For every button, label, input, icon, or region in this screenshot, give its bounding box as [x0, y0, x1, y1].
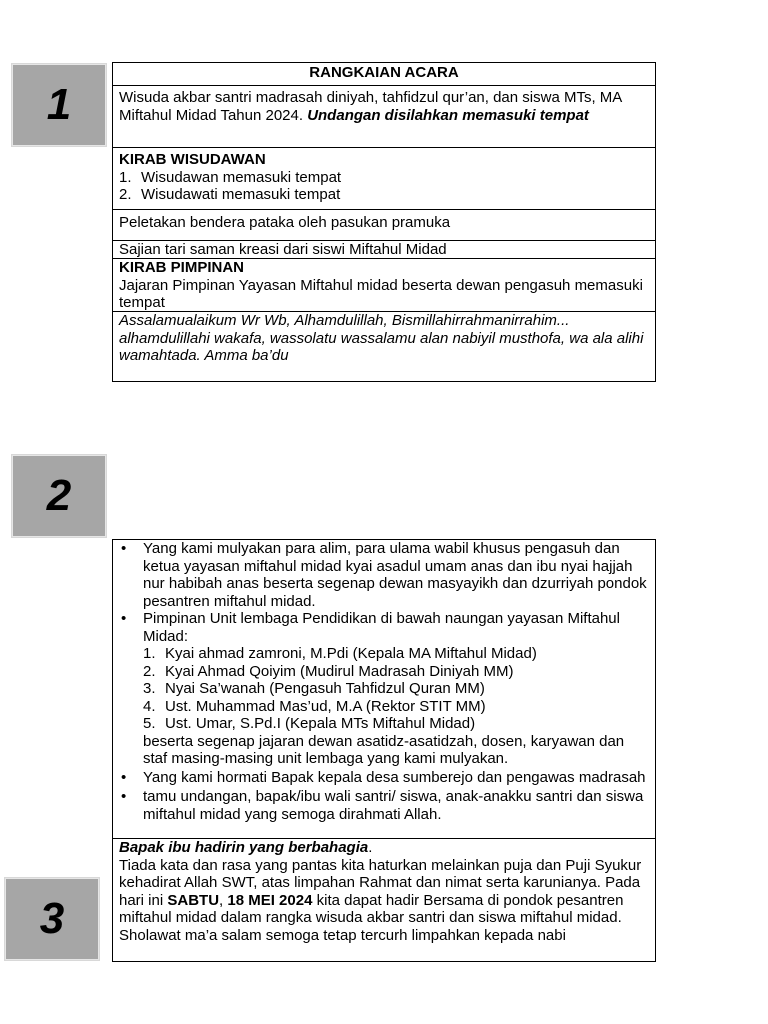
list-item: • Yang kami mulyakan para alim, para ulama wabil khusus pengasuh dan ketua yayasan miftahul midad kyai asadul umam anas dan ibu nyai hajjah nur habibah anas beserta segenap dewan masyayikh dan dzurriyah pondok pesantren miftahul midad.	[121, 540, 647, 610]
greeting-line: Bapak ibu hadirin yang berbahagia.	[119, 839, 373, 856]
list-item: 2. Wisudawati memasuki tempat	[119, 186, 341, 203]
list-item: 1. Wisudawan memasuki tempat	[119, 168, 342, 186]
intro-emphasis: Undangan disilahkan memasuki tempat	[307, 106, 589, 124]
intro-text: Wisuda akbar santri madrasah diniyah, tahfidzul qur’an, dan siswa MTs, MA Miftahul Midad Tahun 2024.	[119, 89, 622, 124]
bullet-icon: •	[121, 610, 127, 627]
table-header: RANGKAIAN ACARA	[113, 63, 655, 86]
intro-cell	[113, 86, 655, 148]
kirab-pimpinan-cell	[113, 259, 655, 312]
kirab-pimpinan-title: KIRAB PIMPINAN	[119, 259, 245, 276]
list-item: 2. Kyai Ahmad Qoiyim (Mudirul Madrasah Diniyah MM)	[143, 662, 514, 680]
sholawat-line: Sholawat ma’a salam semoga tetap tercurh limpahkan kepada nabi	[119, 926, 566, 944]
salam-cell: Assalamualaikum Wr Wb, Alhamdulillah, Bismillahirrahmanirrahim... alhamdulillahi wakafa, wassolatu wassalamu alan nabiyil musthofa, wa ala alihi wamahtada. Amma ba’du	[119, 312, 644, 364]
list-item: • Pimpinan Unit lembaga Pendidikan di bawah naungan yayasan Miftahul Midad: 1. Kyai ahmad zamroni, M.Pdi (Kepala MA Miftahul Midad) 2. Kyai Ahmad Qoiyim (Mudirul Madrasah Diniyah MM) 3. Nyai Sa’wanah (Pengasuh Tahfidzul Quran MM) 4. Ust. Muhammad Mas’ud, M.A (Rektor STIT MM) 5. Ust. Umar, S.Pd.I (Kepala MTs Miftahul Midad) beserta segenap jajaran dewan asatidz-asatidzah, dosen, karyawan dan staf masing-masing unit lembaga yang kami mulyakan.	[119, 610, 649, 768]
bullet-icon: •	[121, 768, 127, 786]
rangkaian-acara-table	[112, 62, 656, 382]
kirab-wisudawan-cell	[113, 148, 655, 210]
list-item: • tamu undangan, bapak/ibu wali santri/ siswa, anak-anakku santri dan siswa miftahul midad yang semoga dirahmati Allah.	[121, 788, 644, 823]
bendera-cell: Peletakan bendera pataka oleh pasukan pramuka	[113, 210, 655, 241]
pimpinan-unit-after: beserta segenap jajaran dewan asatidz-asatidzah, dosen, karyawan dan staf masing-masing unit lembaga yang kami mulyakan.	[143, 732, 625, 767]
page-badge-3: 3	[5, 878, 99, 960]
bullet-icon: •	[121, 540, 127, 557]
kirab-wisudawan-list	[119, 169, 649, 204]
sambutan-table	[112, 539, 656, 962]
bullet-icon: •	[121, 788, 127, 805]
kirab-pimpinan-text: Jajaran Pimpinan Yayasan Miftahul midad beserta dewan pengasuh memasuki tempat	[119, 276, 643, 311]
list-item: 4. Ust. Muhammad Mas’ud, M.A (Rektor STIT MM)	[143, 697, 486, 715]
list-item: 1. Kyai ahmad zamroni, M.Pdi (Kepala MA Miftahul Midad)	[143, 645, 537, 662]
page-badge-1: 1	[12, 64, 106, 146]
list-item: 3. Nyai Sa’wanah (Pengasuh Tahfidzul Quran MM)	[143, 680, 485, 697]
hadirin-cell	[113, 540, 655, 839]
hadirin-list	[119, 540, 649, 823]
pimpinan-unit-list	[143, 645, 649, 733]
list-item: • Yang kami hormati Bapak kepala desa sumberejo dan pengawas madrasah	[121, 768, 646, 786]
tari-cell: Sajian tari saman kreasi dari siswi Miftahul Midad	[113, 241, 655, 259]
kirab-wisudawan-title: KIRAB WISUDAWAN	[119, 151, 266, 168]
syukur-paragraph: Tiada kata dan rasa yang pantas kita haturkan melainkan puja dan Puji Syukur kehadirat Allah SWT, atas limpahan Rahmat dan nimat serta karunianya. Pada hari ini SABTU, 18 MEI 2024 kita dapat hadir Bersama di pondok pesantren miftahul midad dalam rangka wisuda akbar santri dan siswa miftahul midad.	[119, 856, 642, 926]
page-badge-2: 2	[12, 455, 106, 537]
list-item: 5. Ust. Umar, S.Pd.I (Kepala MTs Miftahul Midad)	[143, 715, 476, 732]
pembuka-cell	[113, 839, 655, 961]
